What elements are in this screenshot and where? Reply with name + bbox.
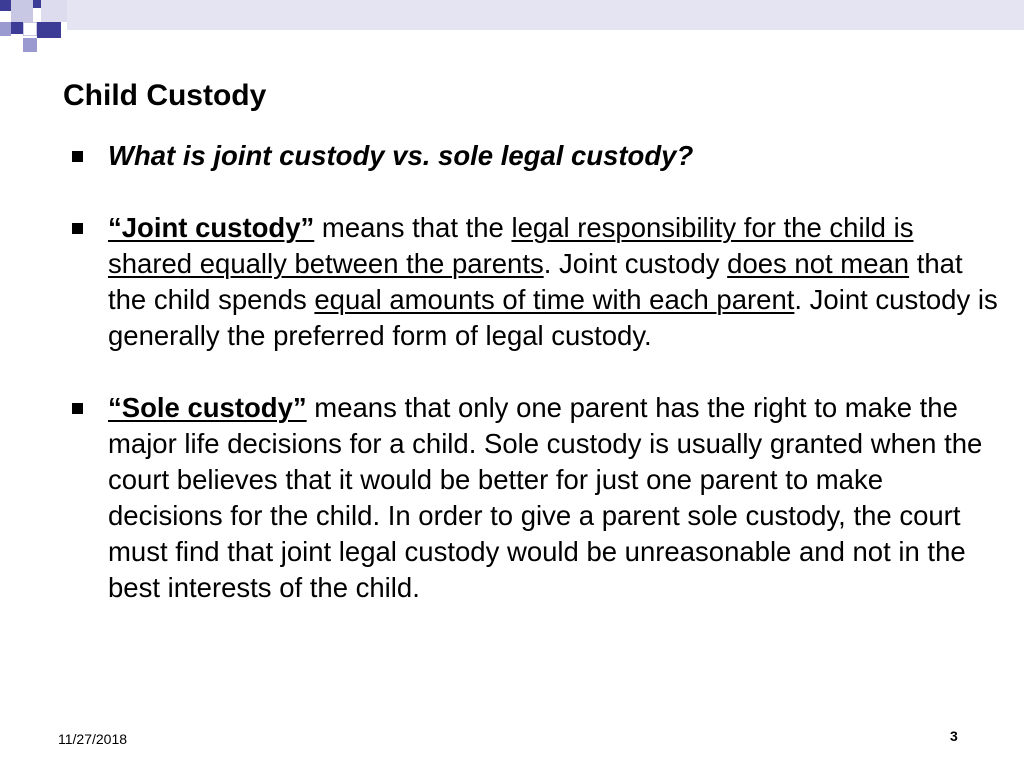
slide-title: Child Custody — [63, 79, 267, 112]
slide-body — [72, 138, 1002, 606]
deco-square — [41, 0, 67, 22]
sole-custody-term: “Sole custody” — [108, 392, 307, 423]
page-number: 3 — [950, 728, 958, 744]
joint-text-3: that the child spends — [108, 248, 963, 315]
deco-square — [33, 0, 41, 8]
bullet-square-icon — [72, 223, 83, 234]
deco-square — [0, 22, 11, 36]
joint-underline-1: legal responsibility for the child is shared equally between the parents — [108, 212, 914, 279]
bullet-square-icon — [72, 151, 83, 162]
slide-header-decoration — [0, 0, 1024, 60]
joint-text-4: . Joint custody is generally the preferred form of legal custody. — [108, 284, 998, 351]
footer-date: 11/27/2018 — [58, 731, 128, 747]
bullet-question — [72, 138, 1002, 174]
deco-square — [37, 22, 61, 38]
joint-text-2: . Joint custody — [543, 248, 728, 279]
deco-stripe — [67, 0, 1024, 30]
bullet-square-icon — [72, 403, 83, 414]
sole-text: means that only one parent has the right to make the major life decisions for a child. Sole custody is usually granted when the court believes that it would be better for just one parent to make decisions for the child. In order to give a parent sole custody, the court must find that joint legal custody would be unreasonable and not in the best interests of the child. — [108, 392, 983, 603]
joint-underline-2: does not mean — [727, 248, 910, 279]
deco-square — [23, 38, 37, 52]
joint-custody-term: “Joint custody” — [108, 212, 315, 243]
joint-text-1: means that the — [314, 212, 512, 243]
bullet-sole-custody — [72, 390, 1002, 606]
bullet-joint-custody — [72, 210, 1002, 354]
deco-square — [11, 0, 33, 22]
deco-square — [0, 0, 11, 11]
joint-underline-3: equal amounts of time with each parent — [314, 284, 795, 315]
deco-square — [23, 22, 37, 36]
deco-square — [11, 22, 23, 34]
question-text: What is joint custody vs. sole legal custody? — [108, 140, 694, 171]
